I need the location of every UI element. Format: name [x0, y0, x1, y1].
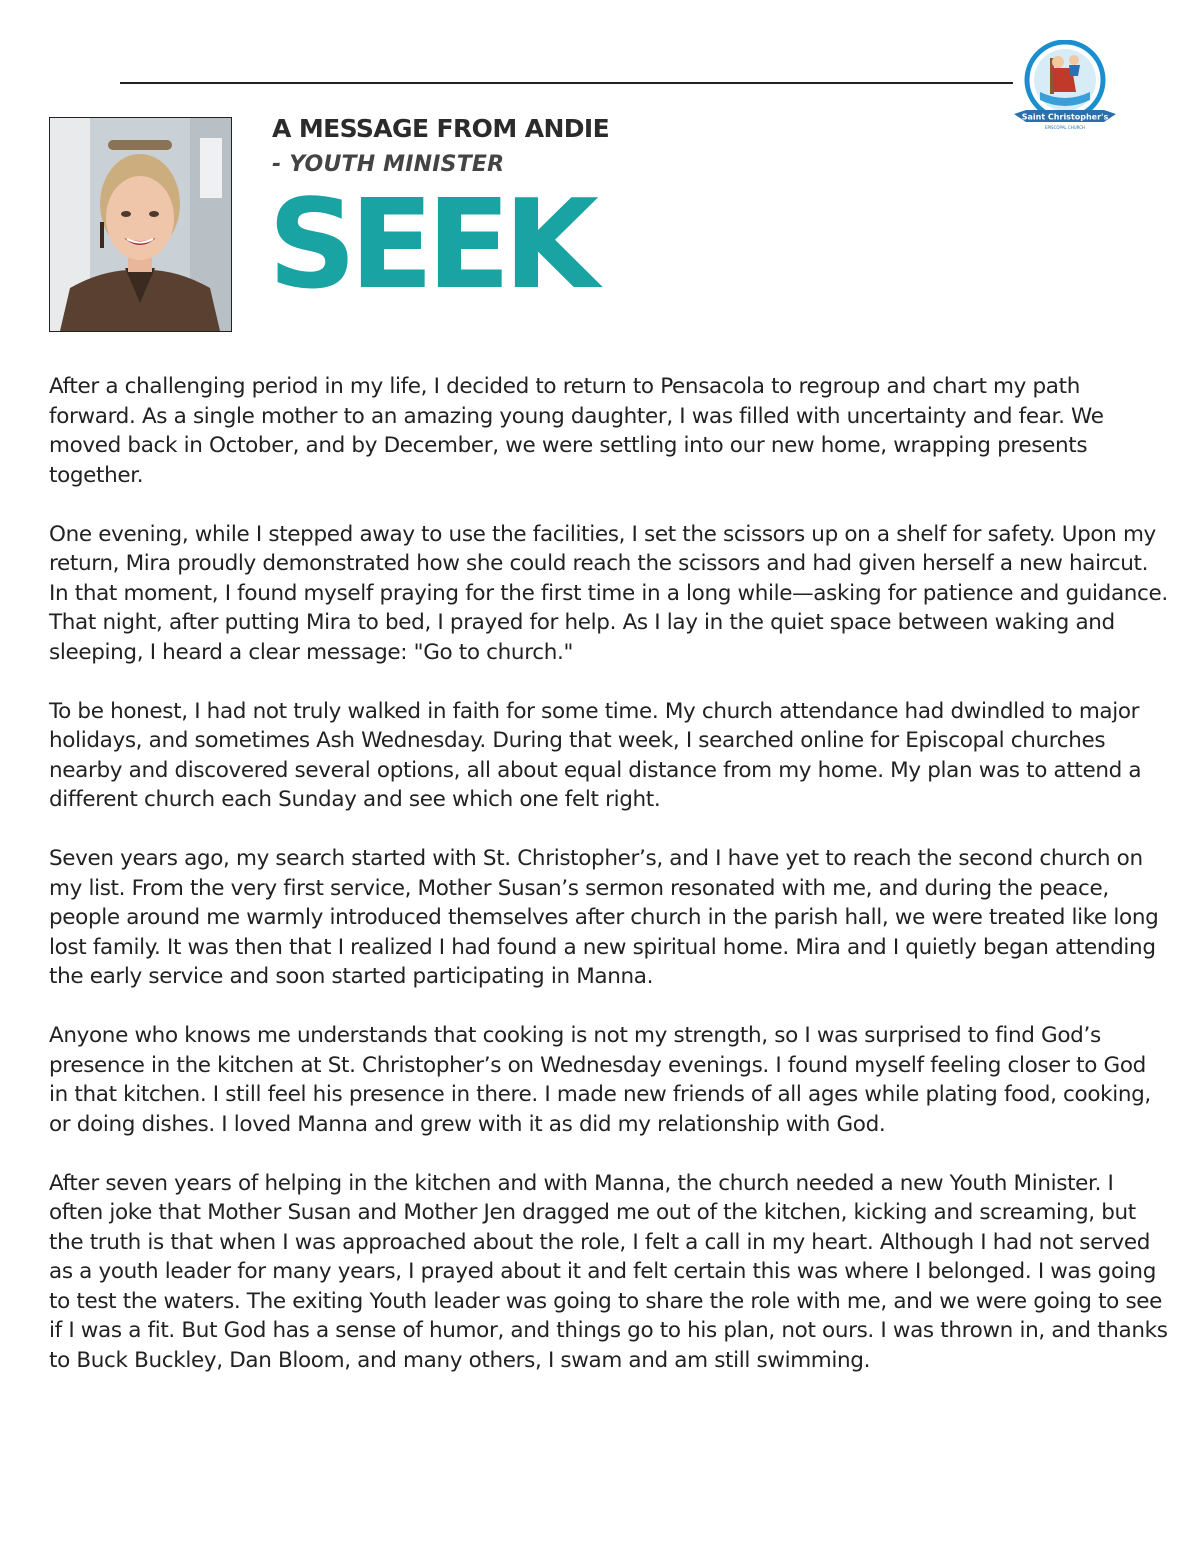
- logo-text: Saint Christopher's: [1021, 112, 1109, 122]
- logo-subtext: EPISCOPAL CHURCH: [1044, 125, 1086, 130]
- headline: SEEK: [268, 174, 592, 317]
- paragraph: After a challenging period in my life, I decided to return to Pensacola to regroup and chart my path forward. As a single mother to an amazing young daughter, I was filled with uncertainty and fear. We moved back in October, and by December, we were settling into our new home, wrapping presents together.: [49, 374, 1104, 488]
- paragraph: One evening, while I stepped away to use the facilities, I set the scissors up on a shelf for safety. Upon my return, Mira proudly demonstrated how she could reach the scissors and had given herself a new haircut. In that moment, I found myself praying for the first time in a long while—asking for patience and guidance. That night, after putting Mira to bed, I prayed for help. As I lay in the quiet space between waking and sleeping, I heard a clear message: "Go to church.": [49, 521, 1168, 665]
- message-subtitle: - YOUTH MINISTER: [272, 152, 505, 177]
- paragraph: To be honest, I had not truly walked in faith for some time. My church attendance had dwindled to major holidays, and sometimes Ash Wednesday. During that week, I searched online for Episcopal churches nearby and discovered several options, all about equal distance from my home. My plan was to attend a different church each Sunday and see which one felt right.: [49, 698, 1142, 812]
- header-divider: [120, 82, 1013, 84]
- message-title: A MESSAGE FROM ANDIE: [272, 114, 610, 143]
- paragraph: Seven years ago, my search started with St. Christopher’s, and I have yet to reach the second church on my list. From the very first service, Mother Susan’s sermon resonated with me, and during the peace, people around me warmly introduced themselves after church in the parish hall, we were treated like long lost family. It was then that I realized I had found a new spiritual home. Mira and I quietly began attending the early service and soon started participating in Manna.: [49, 846, 1159, 989]
- church-logo: [1012, 40, 1118, 132]
- portrait-photo: [49, 117, 232, 332]
- paragraph: Anyone who knows me understands that cooking is not my strength, so I was surprised to find God’s presence in the kitchen at St. Christopher’s on Wednesday evenings. I found myself feeling closer to God in that kitchen. I still feel his presence in there. I made new friends of all ages while plating food, cooking, or doing dishes. I loved Manna and grew with it as did my relationship with God.: [49, 1023, 1151, 1137]
- paragraph: After seven years of helping in the kitchen and with Manna, the church needed a new Youth Minister. I often joke that Mother Susan and Mother Jen dragged me out of the kitchen, kicking and screaming, but the truth is that when I was approached about the role, I felt a call in my heart. Although I had not served as a youth leader for many years, I prayed about it and felt certain this was where I belonged. I was going to test the waters. The exiting Youth leader was going to share the role with me, and we were going to see if I was a fit. But God has a sense of humor, and things go to his plan, not ours. I was thrown in, and thanks to Buck Buckley, Dan Bloom, and many others, I swam and am still swimming.: [49, 1170, 1168, 1373]
- article-body: [49, 372, 1169, 1405]
